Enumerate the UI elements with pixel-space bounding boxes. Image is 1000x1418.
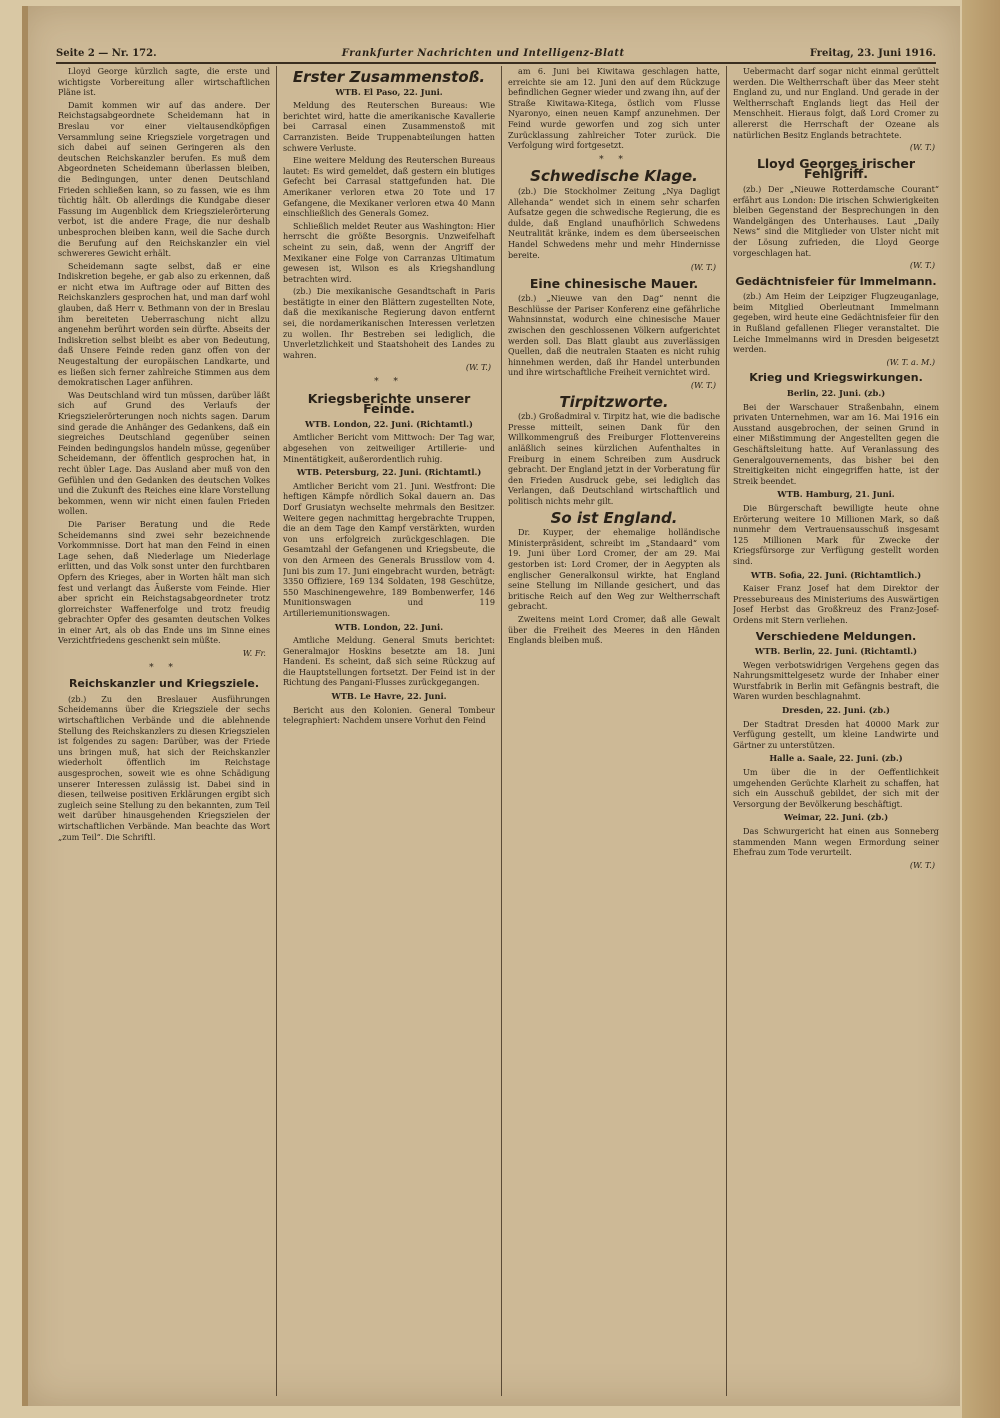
dateline: WTB. London, 22. Juni. bbox=[334, 621, 444, 632]
article-headline: Krieg und Kriegswirkungen. bbox=[749, 371, 923, 385]
paragraph: (zb.) Die Stockholmer Zeitung „Nya Dagligt Allehanda“ wendet sich in einem sehr scharfen Aufsatze gegen die schwedische Regierung, die es dulde, daß England unaufhörlich Schwedens Neutralität kränke, indem es dem überseeischen Handel Schwedens mehr und mehr Hindernisse bereite. bbox=[508, 185, 720, 260]
column-2 bbox=[283, 66, 495, 1396]
paragraph: Meldung des Reuterschen Bureaus: Wie berichtet wird, hatte die amerikanische Kavallerie bei Carrasal einen Zusammenstoß mit Carranzisten. Beide Truppenabteilungen hatten schwere Verluste. bbox=[283, 100, 495, 153]
page-edge bbox=[962, 0, 1000, 1418]
paragraph: Uebermacht darf sogar nicht einmal gerüttelt werden. Die Weltherrschaft über das Meer steht England zu, und nur England. Und gerade in der Weltherrschaft Englands liegt das Heil der Menschheit. Hieraus folgt, daß Lord Cromer zu allererst die Herrschaft der Ozeane als natürlichen Besitz Englands betrachtete. bbox=[733, 66, 939, 140]
article-headline: Tirpitzworte. bbox=[559, 392, 669, 411]
paragraph: Amtlicher Bericht vom 21. Juni. Westfront: Die heftigen Kämpfe nördlich Sokal dauern an. Das Dorf Grusiatyn wechselte mehrmals den Besitzer. Weitere gegen nachmittag hergebrachte Truppen, die an dem Tage den Kampf verstärkten, wurden von uns erfolgreich zurückgeschlagen. Die Gesamtzahl der Gefangenen und Kriegsbeute, die von den Armeen des Generals Brussilow vom 4. Juni bis zum 17. Juni eingebracht wurden, beträgt: 3350 Offiziere, 169 134 Soldaten, 198 Geschütze, 550 Maschinengewehre, 189 Bombenwerfer, 146 Munitionswagen und 119 Artilleriemunitionswagen. bbox=[283, 480, 495, 618]
article-headline: Lloyd Georges irischer Fehlgriff. bbox=[756, 155, 916, 182]
article-headline: So ist England. bbox=[550, 508, 678, 527]
paragraph: (zb.) Großadmiral v. Tirpitz hat, wie die badische Presse mitteilt, seinen Dank für den Willkommengruß des Freiburger Flottenvereins anläßlich seines kürzlichen Aufenthaltes in Freiburg in einem Schreiben zum Ausdruck gebracht. Der England jetzt in der Vorberatung für den Frieden Ausdruck gebe, sei lediglich das Verlangen, daß Deutschland wirtschaftlich und politisch nichts mehr gilt. bbox=[508, 411, 720, 506]
source-signature: (W. T.) bbox=[909, 260, 935, 271]
paragraph: Amtlicher Bericht vom Mittwoch: Der Tag war, abgesehen von zeitweiliger Artillerie- und Minentätigkeit, außerordentlich ruhig. bbox=[283, 432, 495, 464]
paragraph: Damit kommen wir auf das andere. Der Reichstagsabgeordnete Scheidemann hat in Breslau vor einer vieltausendköpfigen Versammlung seine Kriegsziele vorgetragen und sich dabei auf seinen Geringeren als den deutschen Reichskanzler berufen. Es muß dem Abgeordneten Scheidemann überlassen bleiben, die Bedingungen, unter denen Deutschland Frieden schließen kann, so zu fassen, wie es ihm tüchtig hält. Ob allerdings die Kundgabe dieser Fassung im Augenblick dem Kriegszielerörterung verbot, ist die andere Frage, die nur deshalb unbesprochen bleiben kann, weil die Sache durch die Berufung auf den Reichskanzler ein viel schwereres Gewicht erhält. bbox=[58, 99, 270, 259]
paragraph: am 6. Juni bei Kiwitawa geschlagen hatte, erreichte sie am 12. Juni den auf dem Rückzuge befindlichen Gegner wieder und zwang ihn, auf der Straße Kiwitawa-Kitega, östlich vom Flusse Nyaronyo, einen neuen Kampf anzunehmen. Der Feind wurde geworfen und zog sich unter Zurücklassung zahlreicher Toter zurück. Die Verfolgung wird fortgesetzt. bbox=[508, 66, 720, 151]
paragraph: (zb.) Zu den Breslauer Ausführungen Scheidemanns über die Kriegsziele der sechs wirtschaftlichen Verbände und die ablehnende Stellung des Reichskanzlers zu diesen Kriegszielen ist folgendes zu sagen: Darüber, was der Friede uns bringen muß, hat sich der Reichskanzler wiederholt öffentlich im Reichstage ausgesprochen, soweit wie es ohne Schädigung unserer Interessen zulässig ist. Dabei sind in diesen, teilweise positiven Erklärungen ergibt sich zugleich seine Stellung zu den bekannten, zum Teil weit darüber hinausgehenden Kriegszielen der wirtschaftlichen Verbände. Man beachte das Wort „zum Teil“. Die Schriftl. bbox=[58, 693, 270, 842]
paragraph: (zb.) Die mexikanische Gesandtschaft in Paris bestätigte in einer den Blättern zugestellten Note, daß die mexikanische Regierung davon entfernt sei, die nordamerikanischen Interessen verletzen zu wollen. Ihr Bestreben sei lediglich, die Unverletzlichkeit und Staatshoheit des Landes zu wahren. bbox=[283, 286, 495, 360]
paragraph: Die Pariser Beratung und die Rede Scheidemanns sind zwei sehr bezeichnende Vorkommnisse. Dort hat man den Feind in einen Lage sehen, daß Niederlage um Niederlage erlitten, und das Volk sonst unter den furchtbaren Opfern des Krieges, aber in Worten hält man sich fest und verlangt das Äußerste vom Feinde. Hier aber spricht ein Reichstagsabgeordneter trotz glorreichster Waffenerfolge und trotz freudig gebrachter Opfer des gesamten deutschen Volkes in einer Art, als ob das Ende uns im Sinne eines Verzichtfriedens geschenkt sein müßte. bbox=[58, 518, 270, 646]
separator-stars: * * bbox=[374, 377, 404, 388]
paragraph: Amtliche Meldung. General Smuts berichtet: Generalmajor Hoskins besetzte am 18. Juni Handeni. Es scheint, daß sich seine Rückzug auf die Hauptstellungen fortsetzt. Der Feind ist in der Richtung des Pangani-Flusses zurückgegangen. bbox=[283, 635, 495, 688]
source-signature: (W. T.) bbox=[909, 859, 935, 870]
column-rule bbox=[276, 66, 277, 1396]
article-headline: Reichskanzler und Kriegsziele. bbox=[68, 677, 260, 691]
article-headline: Kriegsberichte unserer Feinde. bbox=[307, 390, 471, 417]
separator-stars: * * bbox=[599, 154, 629, 165]
paragraph: (zb.) Am Heim der Leipziger Flugzeuganlage, beim Mitglied Oberleutnant Immelmann gegeben, wird heute eine Gedächtnisfeier für den in Rußland gefallenen Flieger veranstaltet. Die Leiche Immelmanns wird in Dresden beigesetzt werden. bbox=[733, 291, 939, 355]
paragraph: (zb.) Der „Nieuwe Rotterdamsche Courant“ erfährt aus London: Die irischen Schwierigkeiten bleiben Gegenstand der Besprechungen in den Wandelgängen des Unterhauses. Laut „Daily News“ sind die Mitglieder von Ulster nicht mit der Lösung zufrieden, die Lloyd George vorgeschlagen hat. bbox=[733, 183, 939, 258]
column-4 bbox=[733, 66, 939, 1396]
dateline: WTB. Sofia, 22. Juni. (Richtamtlich.) bbox=[750, 569, 922, 580]
paragraph: Das Schwurgericht hat einen aus Sonneberg stammenden Mann wegen Ermordung seiner Ehefrau zum Tode verurteilt. bbox=[733, 826, 939, 858]
paragraph: Lloyd George kürzlich sagte, die erste und wichtigste Vorbereitung aller wirtschaftlichen Pläne ist. bbox=[58, 66, 270, 98]
paragraph: Wegen verbotswidrigen Vergehens gegen das Nahrungsmittelgesetz wurde der Inhaber einer Wurstfabrik in Berlin mit Gefängnis bestraft, die Waren wurden beschlagnahmt. bbox=[733, 659, 939, 702]
paragraph: Eine weitere Meldung des Reuterschen Bureaus lautet: Es wird gemeldet, daß gestern ein blutiges Gefecht bei Carrasal stattgefunden hat. Die Amerikaner verloren etwa 20 Tote und 17 Gefangene, die Mexikaner verloren etwa 40 Mann einschließlich des Generals Gomez. bbox=[283, 155, 495, 219]
dateline: WTB. Le Havre, 22. Juni. bbox=[331, 691, 447, 702]
paragraph: Um über die in der Oeffentlichkeit umgehenden Gerüchte Klarheit zu schaffen, hat sich ein Ausschuß gebildet, der sich mit der Versorgung der Bevölkerung beschäftigt. bbox=[733, 767, 939, 809]
article-headline: Verschiedene Meldungen. bbox=[755, 629, 917, 643]
paragraph: Zweitens meint Lord Cromer, daß alle Gewalt über die Freiheit des Meeres in den Händen Englands bleiben muß. bbox=[508, 613, 720, 646]
header-page-number: Seite 2 — Nr. 172. bbox=[56, 47, 157, 59]
source-signature: (W. T.) bbox=[465, 362, 491, 373]
source-signature: (W. T. a. M.) bbox=[886, 356, 935, 367]
article-headline: Schwedische Klage. bbox=[530, 167, 698, 186]
article-headline: Erster Zusammenstoß. bbox=[292, 68, 486, 86]
author-signature: W. Fr. bbox=[242, 648, 266, 659]
paragraph: Kaiser Franz Josef hat dem Direktor der Pressebureaus des Ministeriums des Auswärtigen Josef Herbst das Großkreuz des Franz-Josef-Ordens mit Stern verliehen. bbox=[733, 583, 939, 625]
column-rule bbox=[501, 66, 502, 1396]
paragraph: Scheidemann sagte selbst, daß er eine Indiskretion begehe, er gab also zu erkennen, daß er nicht etwa im Auftrage oder auf Bitten des Reichskanzlers gesprochen hat, und man darf wohl glauben, daß Herr v. Bethmann von der in Breslau ihm bereiteten Ueberraschung nicht allzu angenehm berührt worden sein dürfte. Abseits der Indiskretion selbst bleibt es aber von Bedeutung, daß Unsere Feinde reden ganz offen von der Neugestaltung der europäischen Landkarte, und es ließen sich ferner zahlreiche Stimmen aus dem demokratischen Lager anführen. bbox=[58, 260, 270, 388]
dateline: Halle a. Saale, 22. Juni. (zb.) bbox=[769, 753, 903, 764]
dateline: WTB. Berlin, 22. Juni. (Richtamtl.) bbox=[754, 646, 918, 657]
dateline: WTB. London, 22. Juni. (Richtamtl.) bbox=[305, 418, 473, 429]
column-1 bbox=[58, 66, 270, 1396]
column-rule bbox=[726, 66, 727, 1396]
separator-stars: * * bbox=[149, 662, 179, 673]
header-date: Freitag, 23. Juni 1916. bbox=[809, 47, 936, 59]
dateline: WTB. Hamburg, 21. Juni. bbox=[777, 489, 895, 500]
paragraph: Die Bürgerschaft bewilligte heute ohne Erörterung weitere 10 Millionen Mark, so daß nunmehr dem Vertrauensausschuß insgesamt 125 Millionen Mark für Zwecke der Kriegsfürsorge zur Verfügung gestellt worden sind. bbox=[733, 502, 939, 566]
dateline: Berlin, 22. Juni. (zb.) bbox=[786, 388, 886, 399]
page-fold bbox=[22, 6, 28, 1406]
article-headline: Eine chinesische Mauer. bbox=[529, 275, 699, 291]
paragraph: Bericht aus den Kolonien. General Tombeur telegraphiert: Nachdem unsere Vorhut den Feind bbox=[283, 704, 495, 726]
column-3 bbox=[508, 66, 720, 1396]
article-headline: Gedächtnisfeier für Immelmann. bbox=[735, 274, 937, 288]
paragraph: Dr. Kuyper, der ehemalige holländische Ministerpräsident, schreibt im „Standaard“ vom 19. Juni über Lord Cromer, der am 29. Mai gestorben ist: Lord Cromer, der in Aegypten als englischer Generalkonsul wirkte, hat England seine Stellung im Nillande gesichert, und das britische Reich auf den Weg zur Weltherrschaft gebracht. bbox=[508, 527, 720, 612]
source-signature: (W. T.) bbox=[690, 380, 716, 391]
paragraph: Der Stadtrat Dresden hat 40000 Mark zur Verfügung gestellt, um kleine Landwirte und Gärtner zu unterstützen. bbox=[733, 718, 939, 750]
source-signature: (W. T.) bbox=[909, 142, 935, 153]
dateline: WTB. El Paso, 22. Juni. bbox=[335, 86, 443, 97]
dateline: Weimar, 22. Juni. (zb.) bbox=[783, 812, 889, 823]
page-header bbox=[56, 44, 936, 64]
dateline: WTB. Petersburg, 22. Juni. (Richtamtl.) bbox=[296, 467, 482, 478]
paragraph: Schließlich meldet Reuter aus Washington: Hier herrscht die größte Besorgnis. Unzweifelhaft scheint zu sein, daß, wenn der Angriff der Mexikaner eine Folge von Carranzas Ultimatum gewesen ist, Wilson es als Kriegshandlung betrachten wird. bbox=[283, 220, 495, 284]
dateline: Dresden, 22. Juni. (zb.) bbox=[782, 705, 890, 716]
header-masthead: Frankfurter Nachrichten und Intelligenz-Blatt bbox=[341, 47, 625, 59]
paragraph: Bei der Warschauer Straßenbahn, einem privaten Unternehmen, war am 16. Mai 1916 ein Ausstand ausgebrochen, der seinen Grund in einer Mißstimmung der Angestellten gegen die Geschäftsleitung hatte. Auf Veranlassung des Generalgouvernements, das bisher bei den Streitigkeiten nicht eingegriffen hatte, ist der Streik beendet. bbox=[733, 401, 939, 486]
paragraph: (zb.) „Nieuwe van den Dag“ nennt die Beschlüsse der Pariser Konferenz eine gefährliche Wahnsinnstat, wodurch eine chinesische Mauer zwischen den geschlossenen Völkern aufgerichtet werden soll. Das Blatt glaubt aus zuverlässigen Quellen, daß die neutralen Staaten es nicht ruhig hinnehmen werden, daß ihr Handel unterbunden und ihre wirtschaftliche Freiheit vernichtet wird. bbox=[508, 293, 720, 378]
source-signature: (W. T.) bbox=[690, 262, 716, 273]
paragraph: Was Deutschland wird tun müssen, darüber läßt sich auf Grund des Verlaufs der Kriegszielerörterungen noch nichts sagen. Darum sind gerade die Anhänger des Gedankens, daß ein siegreiches Deutschland gegenüber seinen Feinden bedingungslos handeln müsse, gegenüber Scheidemann, der öffentlich gesprochen hat, in recht übler Lage. Das Ausland aber muß von den Gefühlen und den Gedanken des deutschen Volkes und die Zukunft des Reiches eine klare Vorstellung bekommen, wenn wir nicht einen faulen Frieden wollen. bbox=[58, 389, 270, 517]
